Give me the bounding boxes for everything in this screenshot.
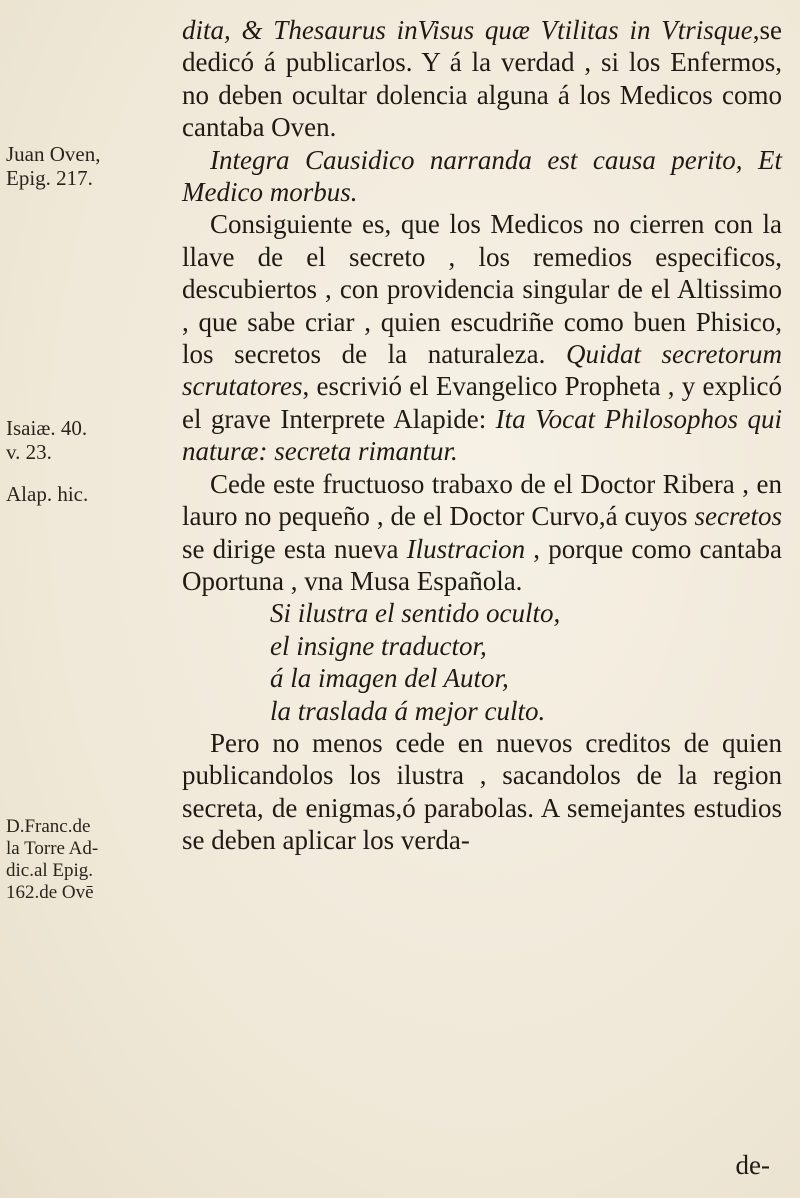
- text-run: se dirige esta nueva: [182, 533, 407, 564]
- margin-note-torre: D.Franc.de la Torre Ad- dic.al Epig. 162.de Ovē: [6, 816, 99, 903]
- text-run: Cede este fructuoso trabaxo de el Doctor Ribera , en lauro no pequeño , de el Doctor Curvo,á cuyos: [182, 468, 782, 532]
- text-run: Consiguiente es, que los Medicos no cierren con la llave de el secreto , los remedios especificos, descubiertos , con providencia singular de el Altissimo , que sabe criar , quien escudriñe como buen Phisico, los secretos de la naturaleza.: [182, 209, 782, 370]
- verse-line: Si ilustra el sentido oculto,: [270, 598, 561, 629]
- verse-line: el insigne traductor,: [270, 630, 487, 661]
- latin-quote-oven: [182, 144, 782, 209]
- margin-note-oven: Juan Oven, Epig. 217.: [6, 142, 101, 190]
- italic-word: Ilustracion: [406, 533, 526, 564]
- main-text: [182, 14, 782, 857]
- text-run: , escrivió el Evangelico Propheta , y explicó el grave Interprete Alapide:: [182, 371, 782, 434]
- verse-line: la traslada á mejor culto.: [270, 695, 546, 726]
- italic-word: secretos: [694, 501, 782, 532]
- paragraph-1: [182, 14, 782, 144]
- paragraph-4: [182, 727, 782, 857]
- text-run: ,se dedicó á publicarlos. Y á la verdad , si los Enfermos, no deben ocultar dolencia alguna á los Medicos como cantaba Oven.: [182, 15, 782, 143]
- verse-line: á la imagen del Autor,: [270, 663, 509, 694]
- text-run: , porque como cantaba Oportuna , vna Musa Española.: [182, 533, 782, 596]
- text-run: Pero no menos cede en nuevos creditos de quien publicandolos los ilustra , sacandolos de la region secreta, de enigmas,ó parabolas. A semejantes estudios se deben aplicar los verda-: [182, 727, 782, 856]
- paragraph-3: [182, 468, 782, 598]
- latin-quote: Integra Causidico narranda est causa perito, Et Medico morbus.: [182, 144, 782, 208]
- latin-quote: Quidat secretorum scrutatores: [182, 339, 782, 402]
- latin-quote: Ita Vocat Philosophos qui naturæ: secreta rimantur.: [182, 403, 782, 467]
- catchword: de-: [735, 1150, 770, 1180]
- verse-stanza: [182, 597, 782, 727]
- paragraph-2: [182, 208, 782, 467]
- margin-notes: [0, 0, 170, 1198]
- margin-note-isaias: Isaiæ. 40. v. 23.: [6, 416, 88, 464]
- margin-note-alapide: Alap. hic.: [6, 482, 89, 506]
- latin-fragment: dita, & Thesaurus inVisus quæ Vtilitas in Vtrisque: [182, 15, 753, 45]
